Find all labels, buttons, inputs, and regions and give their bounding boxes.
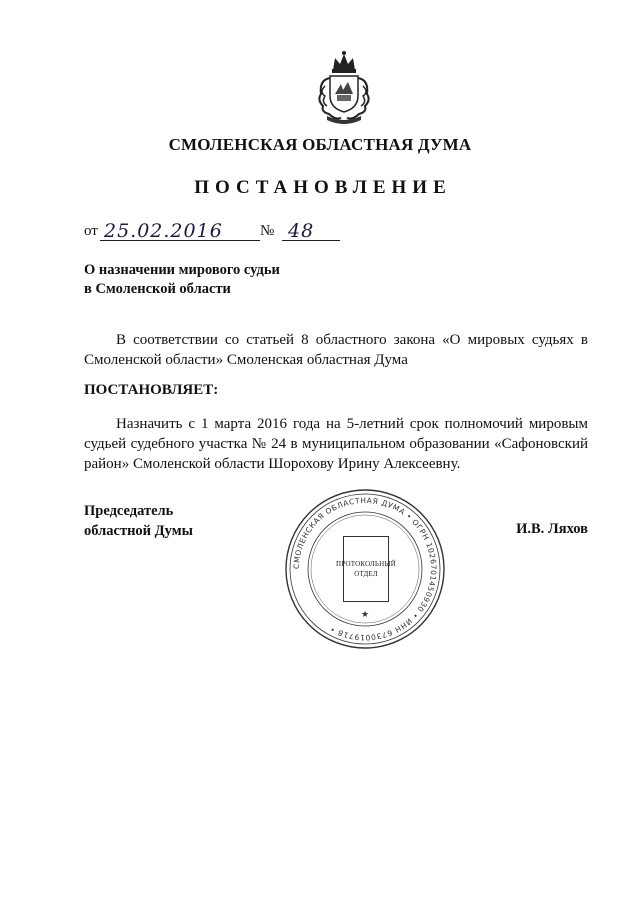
resolution-paragraph (84, 414, 588, 474)
seal-center-label (336, 536, 396, 602)
date-number-line (84, 218, 384, 244)
resolution-text: Назначить с 1 марта 2016 года на 5-летний срок полномочий мировым судьей судебного участка № 24 в муниципальном образовании «Сафоновский район» Смоленской области Шорохову Ирину Алексеевну. (84, 416, 588, 472)
signatory-title-line-1: Председатель (84, 503, 174, 519)
handwritten-date: 25.02.2016 (104, 220, 223, 242)
signatory-title-line-2: областной Думы (84, 523, 193, 539)
handwritten-number: 48 (288, 220, 315, 242)
seal-inner-line-1: ПРОТОКОЛЬНЫЙ (336, 560, 396, 568)
subject-line-2: в Смоленской области (84, 281, 231, 297)
coat-of-arms-icon (313, 50, 375, 126)
signatory-title (84, 501, 193, 541)
seal-inner-line-2: ОТДЕЛ (354, 570, 378, 578)
subject-line-1: О назначении мирового судьи (84, 262, 280, 278)
document-subject (84, 261, 280, 299)
svg-text:★: ★ (360, 609, 370, 619)
resolve-heading: ПОСТАНОВЛЯЕТ: (84, 382, 219, 398)
signatory-name: И.В. Ляхов (516, 521, 588, 537)
document-type-title: ПОСТАНОВЛЕНИЕ (194, 177, 452, 198)
number-prefix: № (260, 223, 275, 239)
preamble-paragraph (84, 330, 588, 370)
official-seal (284, 488, 446, 650)
seal-ring-text: СМОЛЕНСКАЯ ОБЛАСТНАЯ ДУМА • ОГРН 1026701450930 • ИНН 6730019718 • (291, 495, 439, 643)
organization-title: СМОЛЕНСКАЯ ОБЛАСТНАЯ ДУМА (168, 135, 472, 154)
date-prefix: от (84, 223, 98, 239)
preamble-text: В соответствии со статьей 8 областного закона «О мировых судьях в Смоленской области» Смоленская областная Дума (84, 332, 588, 368)
